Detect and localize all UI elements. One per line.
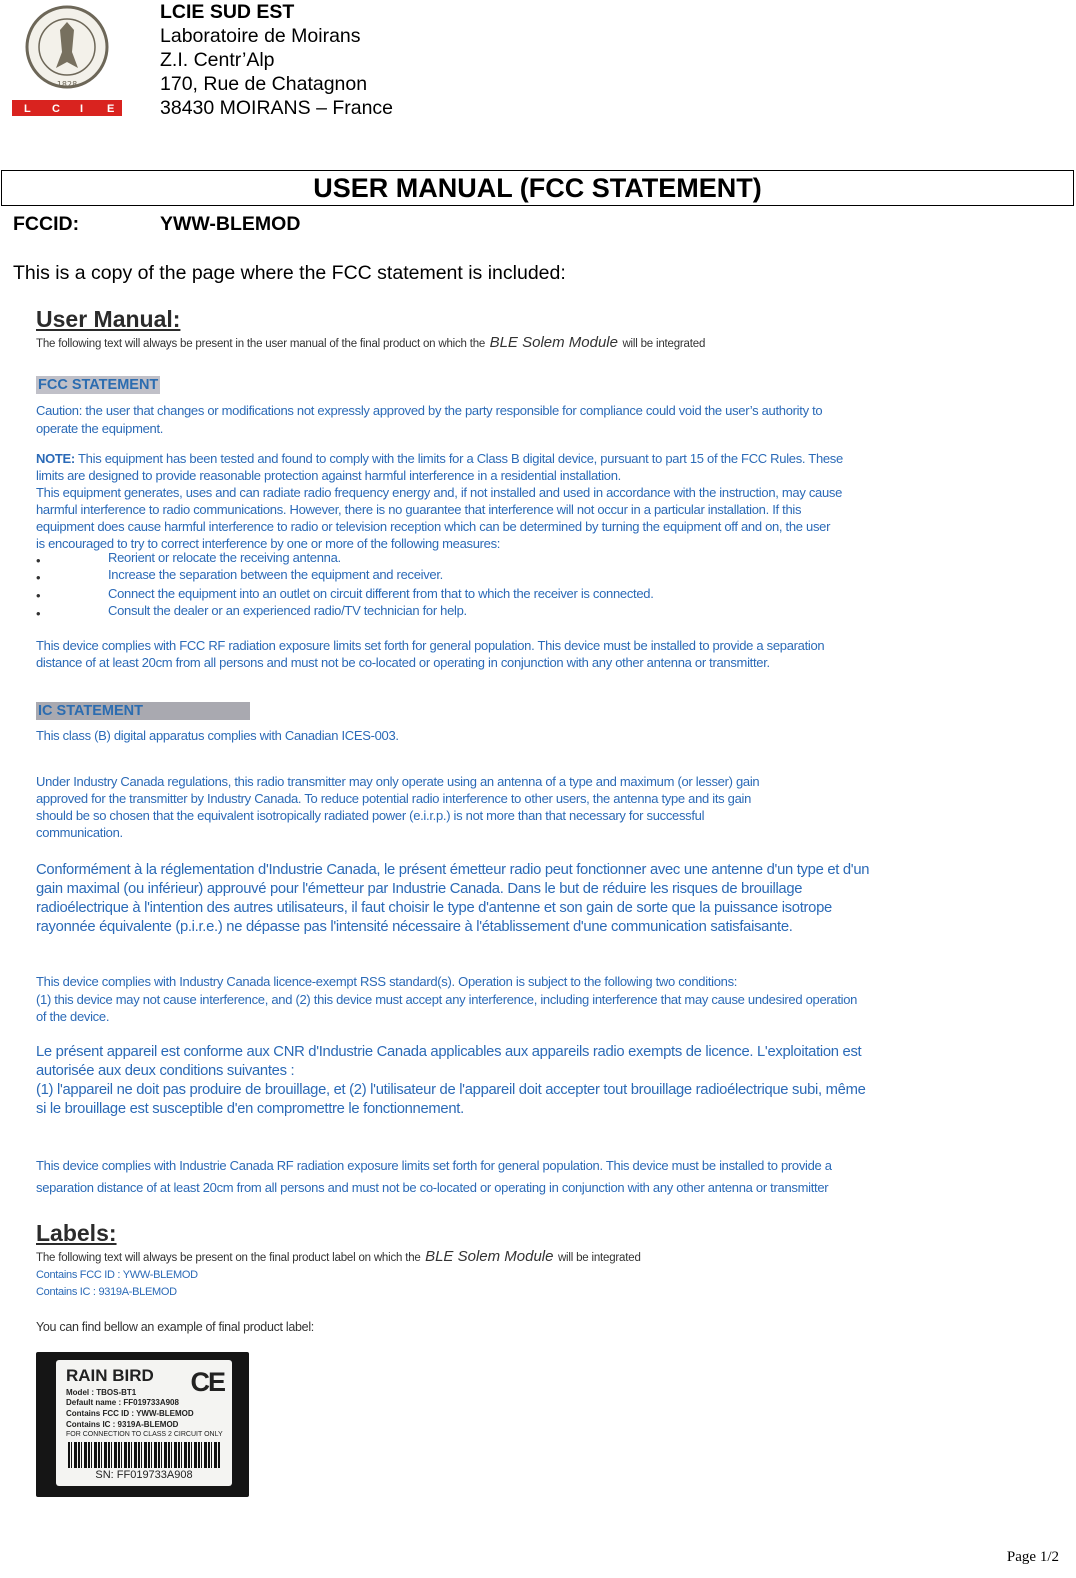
rss-fr-text: si le brouillage est susceptible d'en compromettre le fonctionnement. — [36, 1101, 464, 1117]
svg-text:C: C — [52, 103, 60, 115]
measure-item: Reorient or relocate the receiving antenna. — [108, 550, 341, 565]
ce-mark: CE — [190, 1367, 224, 1397]
rss-en-text: of the device. — [36, 1009, 110, 1024]
labels-intro-line: The following text will always be present on the final product label on which the BLE Solem Module will be integrated — [36, 1248, 641, 1265]
bullet: • — [36, 606, 41, 621]
note-text: equipment does cause harmful interference to radio or television reception which can be determined by turning the equipment off and on, the user — [36, 519, 831, 534]
page-number: Page 1/2 — [1006, 1549, 1059, 1565]
document-title: USER MANUAL (FCC STATEMENT) — [1, 170, 1074, 206]
note-text: harmful interference to radio communications. However, there is no guarantee that interference will not occur in a particular installation. If this — [36, 502, 802, 517]
measure-item: Increase the separation between the equipment and receiver. — [108, 567, 443, 582]
caution-text: operate the equipment. — [36, 421, 164, 436]
note-text: limits are designed to provide reasonable protection against harmful interference in a residential installation. — [36, 468, 621, 483]
note-text: NOTE: This equipment has been tested and found to comply with the limits for a Class B digital device, pursuant to part 15 of the FCC Rules. These — [36, 451, 843, 466]
address-line: 38430 MOIRANS – France — [160, 97, 394, 119]
rss-en-text: (1) this device may not cause interference, and (2) this device must accept any interference, including interference that may cause undesired operation — [36, 992, 858, 1007]
contains-fcc-id: Contains FCC ID : YWW-BLEMOD — [36, 1269, 198, 1281]
ic-fr-text: gain maximal (ou inférieur) approuvé pour l'émetteur par Industrie Canada. Dans le but de réduire les risques de brouillage — [36, 881, 803, 897]
label-class2-note: FOR CONNECTION TO CLASS 2 CIRCUIT ONLY — [66, 1431, 223, 1438]
address-line: Z.I. Centr’Alp — [160, 49, 275, 71]
fccid-label: FCCID: — [13, 213, 80, 235]
label-fcc-id: Contains FCC ID : YWW-BLEMOD — [66, 1409, 194, 1418]
fcc-statement-heading: FCC STATEMENT — [38, 377, 159, 393]
fcc-rf-text: distance of at least 20cm from all persons and must not be co-located or operating in conjunction with any other antenna or transmitter. — [36, 655, 770, 670]
rss-fr-text: autorisée aux deux conditions suivantes : — [36, 1063, 295, 1079]
rss-en-text: This device complies with Industry Canada licence-exempt RSS standard(s). Operation is subject to the following two conditions: — [36, 974, 738, 989]
rss-fr-text: Le présent appareil est conforme aux CNR d'Industrie Canada applicables aux appareils radio exempts de licence. L'exploitation est — [36, 1044, 862, 1060]
measure-item: Consult the dealer or an experienced radio/TV technician for help. — [108, 603, 467, 618]
ic-rf-text: This device complies with Industrie Canada RF radiation exposure limits set forth for general population. This device must be installed to provide a — [36, 1158, 832, 1173]
ic-en-text: communication. — [36, 825, 123, 840]
fccid-value: YWW-BLEMOD — [160, 213, 301, 235]
contains-ic: Contains IC : 9319A-BLEMOD — [36, 1286, 177, 1298]
fcc-rf-text: This device complies with FCC RF radiation exposure limits set forth for general population. This device must be installed to provide a separation — [36, 638, 825, 653]
product-label — [56, 1360, 232, 1486]
ic-fr-text: rayonnée équivalente (p.i.r.e.) ne dépasse pas l'intensité nécessaire à l'établissement d'une communication satisfaisante. — [36, 919, 793, 935]
example-label-text: You can find bellow an example of final product label: — [36, 1320, 314, 1334]
ic-en-text: approved for the transmitter by Industry Canada. To reduce potential radio interference to other users, the antenna type and its gain — [36, 791, 752, 806]
ic-statement-heading: IC STATEMENT — [36, 702, 250, 720]
intro-text: This is a copy of the page where the FCC statement is included: — [13, 262, 566, 284]
ic-fr-text: radioélectrique à l'intention des autres utilisateurs, il faut choisir le type d'antenne et son gain de sorte que la puissance isotrope — [36, 900, 832, 916]
label-model: Model : TBOS-BT1 — [66, 1388, 137, 1397]
svg-text:E: E — [107, 103, 115, 115]
ic-en-text: Under Industry Canada regulations, this radio transmitter may only operate using an antenna of a type and maximum (or lesser) gain — [36, 774, 760, 789]
rss-fr-text: (1) l'appareil ne doit pas produire de brouillage, et (2) l'utilisateur de l'appareil doit accepter tout brouillage radioélectrique subi, même — [36, 1082, 866, 1098]
lab-address — [160, 0, 393, 120]
svg-text:1828: 1828 — [56, 80, 78, 89]
barcode — [68, 1442, 220, 1468]
address-line: 170, Rue de Chatagnon — [160, 73, 368, 95]
ic-en-text: should be so chosen that the equivalent isotropically radiated power (e.i.r.p.) is not more than that necessary for successful — [36, 808, 705, 823]
org-name: LCIE SUD EST — [160, 1, 295, 23]
user-manual-heading: User Manual: — [36, 306, 181, 332]
svg-text:L: L — [24, 103, 31, 115]
measure-item: Connect the equipment into an outlet on circuit different from that to which the receiver is connected. — [108, 586, 654, 601]
bullet: • — [36, 570, 41, 585]
bullet: • — [36, 588, 41, 603]
label-ic: Contains IC : 9319A-BLEMOD — [66, 1420, 179, 1429]
note-text: is encouraged to try to correct interference by one or more of the following measures: — [36, 536, 501, 551]
address-line: Laboratoire de Moirans — [160, 25, 361, 47]
ic-rf-text: separation distance of at least 20cm from all persons and must not be co-located or operating in conjunction with any other antenna or transmitter — [36, 1180, 829, 1195]
bullet: • — [36, 553, 41, 568]
caution-text: Caution: the user that changes or modifications not expressly approved by the party responsible for compliance could void the user’s authority to — [36, 403, 823, 418]
product-label-photo — [36, 1352, 249, 1497]
label-default-name: Default name : FF019733A908 — [66, 1398, 179, 1407]
bureau-veritas-lcie-logo — [12, 2, 122, 118]
svg-text:I: I — [80, 103, 84, 115]
ic-class-text: This class (B) digital apparatus complies with Canadian ICES-003. — [36, 728, 399, 743]
labels-heading: Labels: — [36, 1220, 117, 1246]
brand-name: RAIN BIRD — [66, 1366, 154, 1385]
label-serial: SN: FF019733A908 — [95, 1469, 193, 1481]
ic-fr-text: Conformément à la réglementation d'Industrie Canada, le présent émetteur radio peut fonctionner avec une antenne d'un type et d'un — [36, 862, 870, 878]
note-text: This equipment generates, uses and can radiate radio frequency energy and, if not installed and used in accordance with the instruction, may cause — [36, 485, 843, 500]
user-manual-intro-line: The following text will always be present in the user manual of the final product on which the BLE Solem Module will be integrated — [36, 334, 706, 351]
